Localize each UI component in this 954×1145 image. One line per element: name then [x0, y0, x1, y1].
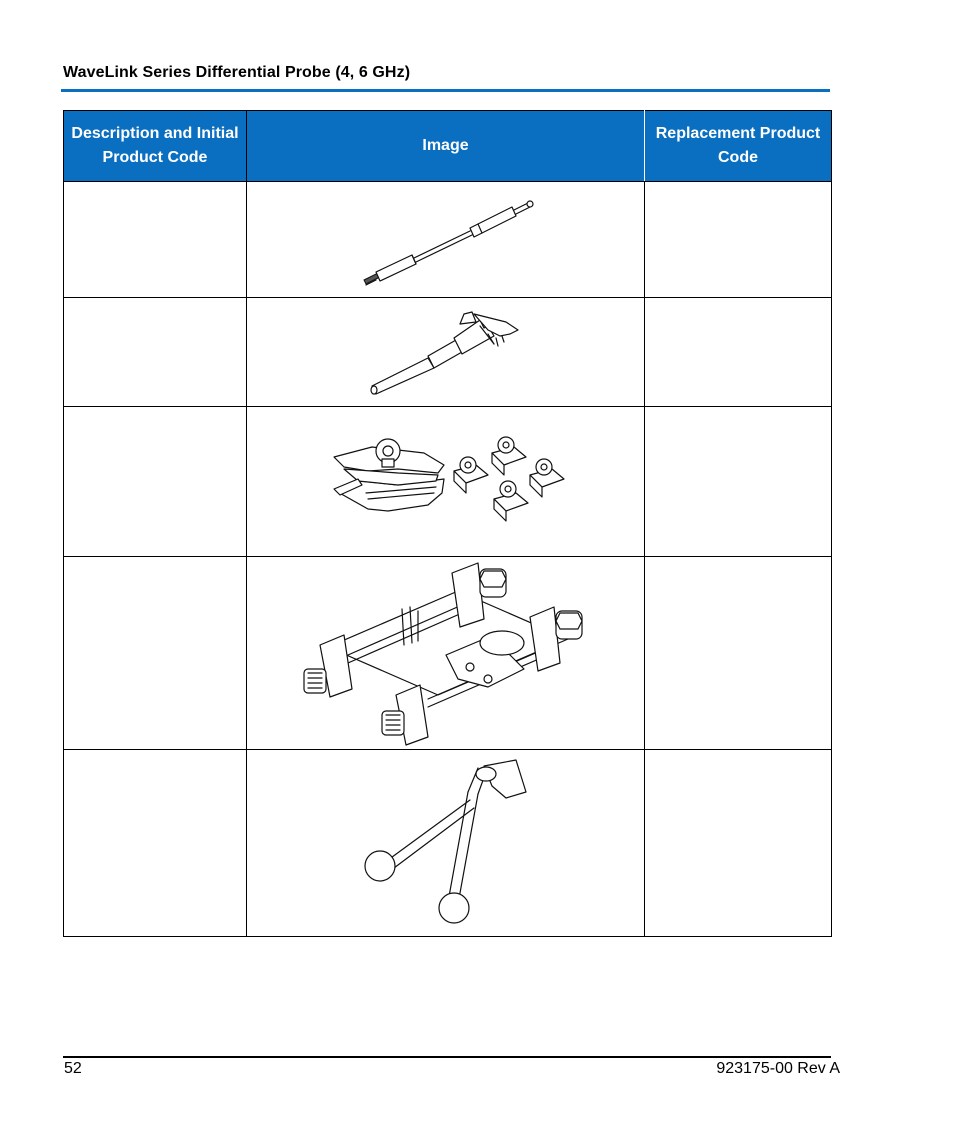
- title-divider: [61, 89, 830, 92]
- probe-cable-pin-illustration: [248, 184, 644, 296]
- footer-divider: [63, 1056, 831, 1058]
- column-header-image: Image: [247, 111, 645, 182]
- description-cell: [64, 182, 247, 298]
- description-cell: [64, 557, 247, 750]
- replacement-code-cell: [645, 750, 832, 937]
- table-row: [64, 557, 832, 750]
- description-cell: [64, 298, 247, 407]
- replacement-code-cell: [645, 407, 832, 557]
- probe-tip-adapter-illustration: [248, 300, 644, 405]
- replacement-code-cell: [645, 298, 832, 407]
- deskew-fixture-illustration: [248, 559, 644, 748]
- table-row: [64, 298, 832, 407]
- ground-lead-pair-illustration: [248, 752, 644, 935]
- description-cell: [64, 407, 247, 557]
- column-header-replacement-code: Replacement Product Code: [645, 111, 832, 182]
- image-cell: [247, 407, 645, 557]
- replacement-code-cell: [645, 557, 832, 750]
- image-cell: [247, 182, 645, 298]
- accessories-table: [63, 110, 832, 937]
- clamp-and-cable-clips-illustration: [248, 409, 644, 555]
- column-header-description: Description and Initial Product Code: [64, 111, 247, 182]
- page-number: 52: [64, 1060, 82, 1077]
- image-cell: [247, 750, 645, 937]
- page-title: WaveLink Series Differential Probe (4, 6 GHz): [63, 64, 411, 81]
- replacement-code-cell: [645, 182, 832, 298]
- description-cell: [64, 750, 247, 937]
- table-row: [64, 182, 832, 298]
- table-header-row: [64, 111, 832, 182]
- table-row: [64, 407, 832, 557]
- table-row: [64, 750, 832, 937]
- document-revision: 923175-00 Rev A: [716, 1060, 840, 1077]
- image-cell: [247, 298, 645, 407]
- image-cell: [247, 557, 645, 750]
